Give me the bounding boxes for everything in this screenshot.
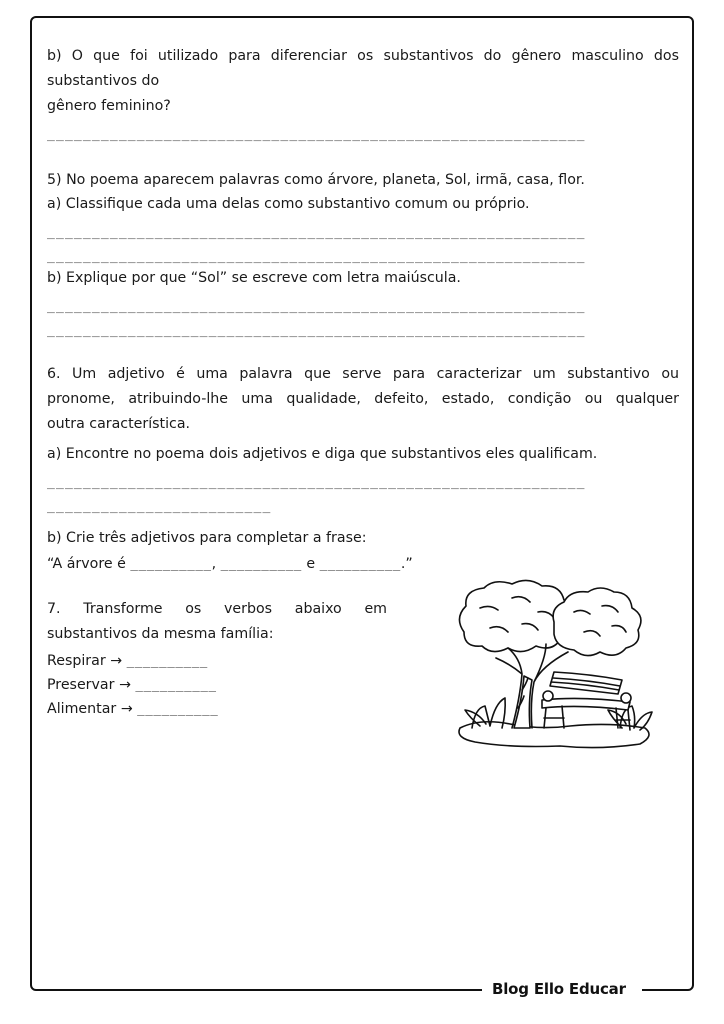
q6a-prompt: a) Encontre no poema dois adjetivos e diga que substantivos eles qualificam. — [47, 446, 598, 462]
q5-intro: 5) No poema aparecem palavras como árvore, planeta, Sol, irmã, casa, flor. — [47, 172, 585, 188]
q5a-prompt: a) Classifique cada uma delas como substantivo comum ou próprio. — [47, 196, 530, 212]
q6a-answer-line-1[interactable]: ____________________________________________________________ — [47, 476, 586, 490]
q4b-line2: substantivos do — [47, 73, 160, 89]
q6b-phrase-end: .” — [400, 556, 413, 572]
q7-line1: 7. Transforme os verbos abaixo em — [47, 601, 387, 617]
q6b-sep-2: e — [301, 556, 320, 572]
q6b-sep-1: , — [211, 556, 221, 572]
q6-line3: outra característica. — [47, 416, 191, 432]
q7-blank-respirar[interactable]: __________ — [126, 653, 208, 668]
q7-blank-preservar[interactable]: __________ — [135, 677, 217, 692]
footer-brand: Blog Ello Educar — [492, 980, 626, 998]
q7-blank-alimentar[interactable]: __________ — [137, 701, 219, 716]
q6b-phrase — [47, 551, 679, 577]
q5a-answer-line-1[interactable]: ____________________________________________________________ — [47, 226, 586, 240]
q5b-prompt: b) Explique por que “Sol” se escreve com letra maiúscula. — [47, 270, 461, 286]
tree-bench-illustration — [450, 578, 670, 758]
q6b-blank-1[interactable]: __________ — [130, 556, 212, 571]
q7-line2: substantivos da mesma família: — [47, 626, 274, 642]
q7-verb-alimentar: Alimentar → — [47, 701, 133, 717]
q4b-answer-line[interactable]: ____________________________________________________________ — [47, 128, 586, 142]
q6a-answer-line-2[interactable]: _________________________ — [47, 500, 272, 514]
q6-line2: pronome, atribuindo-lhe uma qualidade, defeito, estado, condição ou qualquer — [47, 391, 679, 407]
q6b-phrase-start: “A árvore é — [47, 556, 131, 572]
q7-verb-respirar: Respirar → — [47, 653, 123, 669]
q5a-answer-line-2[interactable]: ____________________________________________________________ — [47, 250, 586, 264]
q6-line1: 6. Um adjetivo é uma palavra que serve para caracterizar um substantivo ou — [47, 366, 679, 382]
q6b-prompt: b) Crie três adjetivos para completar a frase: — [47, 530, 367, 546]
q6b-blank-3[interactable]: __________ — [319, 556, 401, 571]
q4b-line1: b) O que foi utilizado para diferenciar os substantivos do gênero masculino dos — [47, 48, 679, 64]
q5b-answer-line-2[interactable]: ____________________________________________________________ — [47, 324, 586, 338]
q6b-blank-2[interactable]: __________ — [220, 556, 302, 571]
q7-verb-preservar: Preservar → — [47, 677, 131, 693]
q4b-line3: gênero feminino? — [47, 98, 171, 114]
q5b-answer-line-1[interactable]: ____________________________________________________________ — [47, 300, 586, 314]
